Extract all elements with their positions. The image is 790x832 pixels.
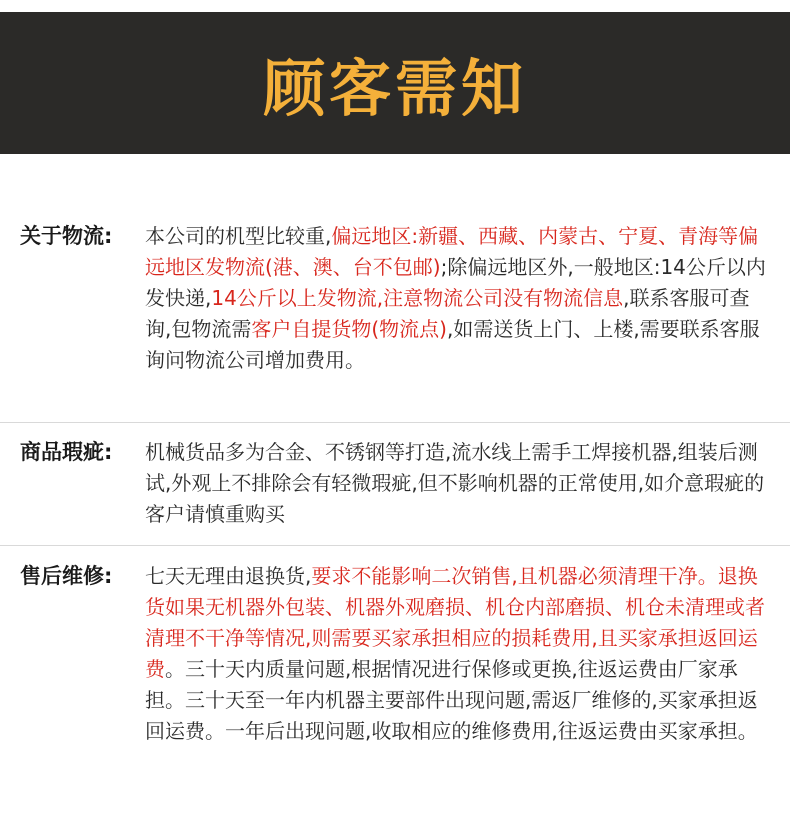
after-sales-text bbox=[145, 561, 775, 747]
after-sales-return-conditions-note: 要求不能影响二次销售,且机器必须清理干净。退换货如果无机器外包装、机器外观磨损、机仓内部磨损、机仓未清理或者清理不干净等情况,则需要买家承担相应的损耗费用,且买家承担返回运费 bbox=[145, 564, 765, 681]
defects-section bbox=[0, 437, 790, 537]
divider bbox=[0, 545, 790, 546]
after-sales-section bbox=[0, 561, 790, 811]
defects-text: 机械货品多为合金、不锈钢等打造,流水线上需手工焊接机器,组装后测试,外观上不排除会有轻微瑕疵,但不影响机器的正常使用,如介意瑕疵的客户请慎重购买 bbox=[145, 440, 765, 526]
logistics-self-pickup-note: 客户自提货物(物流点) bbox=[251, 317, 447, 341]
after-sales-label: 售后维修: bbox=[20, 564, 113, 588]
after-sales-text-seg: 。三十天内质量问题,根据情况进行保修或更换,往返运费由厂家承担。三十天至一年内机器主要部件出现问题,需返厂维修的,买家承担返回运费。一年后出现问题,收取相应的维修费用,往返运费由买家承担。 bbox=[145, 657, 758, 743]
page-title: 顾客需知 bbox=[262, 51, 527, 125]
logistics-section bbox=[0, 221, 790, 401]
after-sales-text-seg: 七天无理由退换货, bbox=[145, 564, 312, 588]
logistics-label: 关于物流: bbox=[20, 224, 113, 248]
defects-label: 商品瑕疵: bbox=[20, 440, 113, 464]
logistics-remote-areas-note: 偏远地区:新疆、西藏、内蒙古、宁夏、青海等偏远地区发物流(港、澳、台不包邮) bbox=[145, 224, 759, 279]
logistics-text-seg: 本公司的机型比较重, bbox=[145, 224, 332, 248]
logistics-text-seg: ,联系客服可查询,包物流需 bbox=[145, 286, 750, 341]
logistics-text bbox=[145, 221, 775, 376]
logistics-weight-note: 14公斤以上发物流,注意物流公司没有物流信息 bbox=[211, 286, 624, 310]
divider bbox=[0, 422, 790, 423]
header-banner bbox=[0, 12, 790, 154]
logistics-text-seg: ,如需送货上门、上楼,需要联系客服询问物流公司增加费用。 bbox=[145, 317, 760, 372]
logistics-text-seg: ;除偏远地区外,一般地区:14公斤以内发快递, bbox=[145, 255, 766, 310]
